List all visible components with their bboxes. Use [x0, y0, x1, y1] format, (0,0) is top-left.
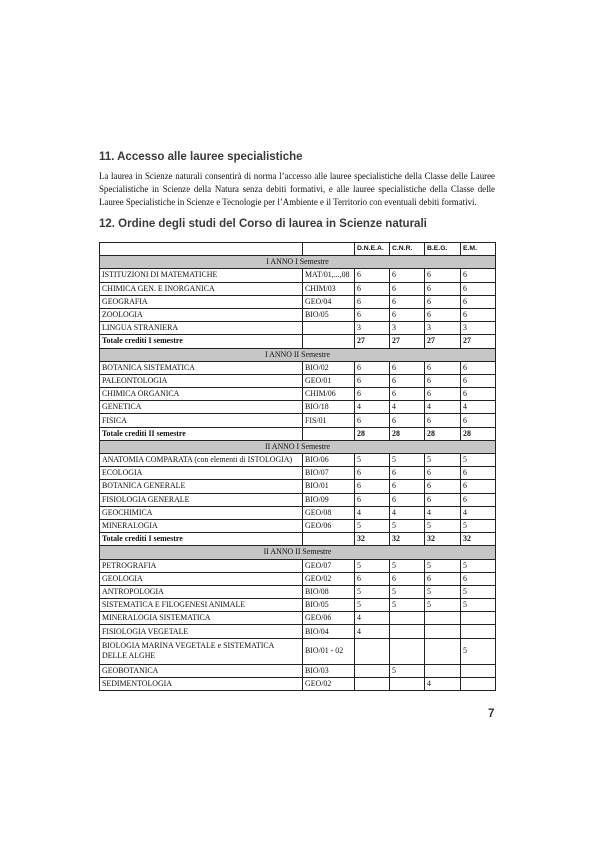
credits-dnea: 6: [355, 374, 390, 387]
credits-em: 5: [461, 559, 496, 572]
credits-cnr: 5: [390, 519, 425, 532]
credits-beg: [425, 665, 461, 678]
credits-dnea: 6: [355, 282, 390, 295]
course-code: BIO/04: [303, 625, 355, 638]
credits-dnea: [355, 638, 390, 664]
course-name: ECOLOGIA: [100, 467, 303, 480]
credits-cnr: 5: [390, 585, 425, 598]
course-row: [100, 678, 496, 691]
course-name: PALEONTOLOGIA: [100, 374, 303, 387]
course-code: GEO/08: [303, 506, 355, 519]
credits-dnea: 6: [355, 480, 390, 493]
course-row: [100, 638, 496, 664]
total-credits-dnea: 27: [355, 335, 390, 348]
credits-beg: 3: [425, 322, 461, 335]
credits-em: 6: [461, 374, 496, 387]
credits-cnr: 5: [390, 454, 425, 467]
total-credits-em: 28: [461, 427, 496, 440]
credits-em: 6: [461, 361, 496, 374]
course-name: GEOCHIMICA: [100, 506, 303, 519]
course-name: MINERALOGIA SISTEMATICA: [100, 612, 303, 625]
course-code: GEO/06: [303, 519, 355, 532]
course-name: FISICA: [100, 414, 303, 427]
course-code: [303, 322, 355, 335]
credits-cnr: 6: [390, 282, 425, 295]
course-code: BIO/02: [303, 361, 355, 374]
course-row: [100, 295, 496, 308]
credits-dnea: 6: [355, 493, 390, 506]
credits-beg: 4: [425, 506, 461, 519]
credits-dnea: 5: [355, 559, 390, 572]
header-dnea: D.N.E.A.: [355, 243, 390, 256]
credits-cnr: 4: [390, 401, 425, 414]
paragraph-line: Specialistiche in Scienze della Natura senza debiti formativi, e alle lauree specialistiche della Classe delle: [99, 183, 495, 194]
course-row: [100, 493, 496, 506]
credits-dnea: 5: [355, 454, 390, 467]
credits-em: 6: [461, 572, 496, 585]
credits-cnr: 5: [390, 559, 425, 572]
credits-em: [461, 612, 496, 625]
total-label: Totale crediti I semestre: [100, 533, 303, 546]
course-code: BIO/07: [303, 467, 355, 480]
credits-em: 5: [461, 585, 496, 598]
semester-title: I ANNO I Semestre: [100, 256, 496, 269]
credits-dnea: 6: [355, 388, 390, 401]
credits-cnr: [390, 638, 425, 664]
course-name: BIOLOGIA MARINA VEGETALE e SISTEMATICA DELLE ALGHE: [100, 638, 303, 664]
credits-beg: 5: [425, 599, 461, 612]
course-row: [100, 282, 496, 295]
course-row: [100, 361, 496, 374]
credits-beg: 6: [425, 269, 461, 282]
section-11-paragraph: [99, 170, 495, 209]
credits-em: [461, 625, 496, 638]
course-name: ZOOLOGIA: [100, 308, 303, 321]
credits-em: 6: [461, 295, 496, 308]
course-code: BIO/18: [303, 401, 355, 414]
semester-title: II ANNO I Semestre: [100, 440, 496, 453]
credits-em: 6: [461, 269, 496, 282]
total-row: [100, 533, 496, 546]
credits-dnea: 6: [355, 572, 390, 585]
course-code: BIO/05: [303, 599, 355, 612]
credits-beg: 6: [425, 388, 461, 401]
credits-cnr: 6: [390, 361, 425, 374]
credits-em: 6: [461, 467, 496, 480]
credits-cnr: [390, 625, 425, 638]
course-code: BIO/05: [303, 308, 355, 321]
header-beg: B.E.G.: [425, 243, 461, 256]
credits-beg: 6: [425, 361, 461, 374]
section-12-heading: 12. Ordine degli studi del Corso di laurea in Scienze naturali: [99, 218, 427, 230]
course-code: CHIM/03: [303, 282, 355, 295]
credits-beg: 6: [425, 493, 461, 506]
total-row: [100, 335, 496, 348]
credits-em: [461, 665, 496, 678]
credits-dnea: 6: [355, 361, 390, 374]
credits-em: 6: [461, 388, 496, 401]
credits-cnr: [390, 678, 425, 691]
credits-em: 5: [461, 519, 496, 532]
course-name: ISTITUZIONI DI MATEMATICHE: [100, 269, 303, 282]
credits-beg: [425, 612, 461, 625]
course-row: [100, 467, 496, 480]
total-row: [100, 427, 496, 440]
course-name: SEDIMENTOLOGIA: [100, 678, 303, 691]
credits-beg: 6: [425, 414, 461, 427]
course-code: GEO/04: [303, 295, 355, 308]
course-row: [100, 374, 496, 387]
course-code: GEO/01: [303, 374, 355, 387]
credits-em: 6: [461, 480, 496, 493]
credits-cnr: 6: [390, 414, 425, 427]
course-code: BIO/06: [303, 454, 355, 467]
course-code: GEO/02: [303, 572, 355, 585]
credits-em: [461, 678, 496, 691]
course-code: MAT/01,...,08: [303, 269, 355, 282]
course-name: GEOGRAFIA: [100, 295, 303, 308]
course-code: GEO/06: [303, 612, 355, 625]
total-credits-em: 32: [461, 533, 496, 546]
credits-beg: 5: [425, 454, 461, 467]
course-name: GEOBOTANICA: [100, 665, 303, 678]
course-code: BIO/01 - 02: [303, 638, 355, 664]
course-name: MINERALOGIA: [100, 519, 303, 532]
paragraph-line: La laurea in Scienze naturali consentirà di norma l’accesso alle lauree specialistiche della Classe delle Lauree: [99, 170, 495, 181]
credits-beg: 4: [425, 678, 461, 691]
total-code-cell: [303, 335, 355, 348]
course-row: [100, 401, 496, 414]
total-label: Totale crediti II semestre: [100, 427, 303, 440]
credits-cnr: 5: [390, 599, 425, 612]
course-code: GEO/02: [303, 678, 355, 691]
course-row: [100, 572, 496, 585]
credits-em: 4: [461, 506, 496, 519]
credits-beg: [425, 638, 461, 664]
credits-cnr: 6: [390, 493, 425, 506]
credits-beg: 4: [425, 401, 461, 414]
curriculum-table-body: [100, 243, 496, 691]
total-code-cell: [303, 533, 355, 546]
semester-header-row: [100, 440, 496, 453]
course-name: GEOLOGIA: [100, 572, 303, 585]
credits-cnr: 6: [390, 480, 425, 493]
semester-header-row: [100, 546, 496, 559]
credits-dnea: 4: [355, 401, 390, 414]
credits-em: 6: [461, 282, 496, 295]
credits-cnr: 6: [390, 572, 425, 585]
course-row: [100, 625, 496, 638]
credits-dnea: 4: [355, 612, 390, 625]
course-name: FISIOLOGIA VEGETALE: [100, 625, 303, 638]
course-row: [100, 454, 496, 467]
total-code-cell: [303, 427, 355, 440]
course-name: FISIOLOGIA GENERALE: [100, 493, 303, 506]
credits-dnea: 6: [355, 308, 390, 321]
credits-dnea: 3: [355, 322, 390, 335]
credits-em: 6: [461, 493, 496, 506]
credits-beg: 5: [425, 519, 461, 532]
course-name: GENETICA: [100, 401, 303, 414]
course-name: BOTANICA GENERALE: [100, 480, 303, 493]
curriculum-table: [99, 242, 496, 691]
course-row: [100, 480, 496, 493]
header-cnr: C.N.R.: [390, 243, 425, 256]
total-credits-beg: 32: [425, 533, 461, 546]
credits-em: 6: [461, 414, 496, 427]
credits-dnea: [355, 665, 390, 678]
credits-beg: 5: [425, 559, 461, 572]
total-credits-cnr: 28: [390, 427, 425, 440]
total-credits-cnr: 27: [390, 335, 425, 348]
course-row: [100, 388, 496, 401]
credits-dnea: [355, 678, 390, 691]
credits-dnea: 5: [355, 599, 390, 612]
credits-beg: 6: [425, 295, 461, 308]
credits-beg: 6: [425, 282, 461, 295]
credits-beg: 6: [425, 480, 461, 493]
credits-cnr: 6: [390, 308, 425, 321]
credits-beg: 6: [425, 467, 461, 480]
course-code: GEO/07: [303, 559, 355, 572]
course-name: CHIMICA GEN. E INORGANICA: [100, 282, 303, 295]
credits-beg: 6: [425, 374, 461, 387]
credits-beg: 6: [425, 308, 461, 321]
course-row: [100, 308, 496, 321]
header-course-cell: [100, 243, 303, 256]
course-name: BOTANICA SISTEMATICA: [100, 361, 303, 374]
credits-em: 3: [461, 322, 496, 335]
semester-title: II ANNO II Semestre: [100, 546, 496, 559]
credits-em: 5: [461, 599, 496, 612]
course-code: FIS/01: [303, 414, 355, 427]
course-name: CHIMICA ORGANICA: [100, 388, 303, 401]
semester-header-row: [100, 348, 496, 361]
credits-beg: 6: [425, 572, 461, 585]
course-code: BIO/08: [303, 585, 355, 598]
credits-dnea: 6: [355, 269, 390, 282]
course-code: BIO/03: [303, 665, 355, 678]
total-label: Totale crediti I semestre: [100, 335, 303, 348]
credits-em: 5: [461, 638, 496, 664]
paragraph-line: Lauree Specialistiche in Scienze e Tecnologie per l’Ambiente e il Territorio con eventuali debiti formativi.: [99, 196, 477, 207]
course-name: PETROGRAFIA: [100, 559, 303, 572]
course-row: [100, 599, 496, 612]
total-credits-dnea: 32: [355, 533, 390, 546]
course-name: ANATOMIA COMPARATA (con elementi di ISTOLOGIA): [100, 454, 303, 467]
total-credits-em: 27: [461, 335, 496, 348]
course-row: [100, 519, 496, 532]
credits-dnea: 6: [355, 295, 390, 308]
total-credits-beg: 27: [425, 335, 461, 348]
header-code-cell: [303, 243, 355, 256]
credits-cnr: 6: [390, 374, 425, 387]
credits-dnea: 5: [355, 519, 390, 532]
credits-em: 4: [461, 401, 496, 414]
total-credits-cnr: 32: [390, 533, 425, 546]
credits-dnea: 6: [355, 467, 390, 480]
course-code: BIO/01: [303, 480, 355, 493]
header-em: E.M.: [461, 243, 496, 256]
course-row: [100, 585, 496, 598]
course-row: [100, 612, 496, 625]
total-credits-beg: 28: [425, 427, 461, 440]
semester-title: I ANNO II Semestre: [100, 348, 496, 361]
course-row: [100, 506, 496, 519]
credits-dnea: 4: [355, 625, 390, 638]
course-code: BIO/09: [303, 493, 355, 506]
credits-beg: [425, 625, 461, 638]
credits-dnea: 5: [355, 585, 390, 598]
table-header-row: [100, 243, 496, 256]
course-name: LINGUA STRANIERA: [100, 322, 303, 335]
credits-cnr: 5: [390, 665, 425, 678]
course-name: ANTROPOLOGIA: [100, 585, 303, 598]
course-name: SISTEMATICA E FILOGENESI ANIMALE: [100, 599, 303, 612]
credits-em: 5: [461, 454, 496, 467]
credits-cnr: 3: [390, 322, 425, 335]
section-11-heading: 11. Accesso alle lauree specialistiche: [99, 151, 303, 163]
course-row: [100, 322, 496, 335]
page-number: 7: [488, 708, 495, 720]
credits-cnr: 6: [390, 269, 425, 282]
course-code: CHIM/06: [303, 388, 355, 401]
credits-cnr: [390, 612, 425, 625]
total-credits-dnea: 28: [355, 427, 390, 440]
course-row: [100, 269, 496, 282]
credits-cnr: 6: [390, 295, 425, 308]
semester-header-row: [100, 256, 496, 269]
credits-beg: 5: [425, 585, 461, 598]
credits-em: 6: [461, 308, 496, 321]
credits-dnea: 4: [355, 506, 390, 519]
credits-cnr: 4: [390, 506, 425, 519]
credits-cnr: 6: [390, 467, 425, 480]
course-row: [100, 559, 496, 572]
course-row: [100, 414, 496, 427]
credits-cnr: 6: [390, 388, 425, 401]
course-row: [100, 665, 496, 678]
credits-dnea: 6: [355, 414, 390, 427]
